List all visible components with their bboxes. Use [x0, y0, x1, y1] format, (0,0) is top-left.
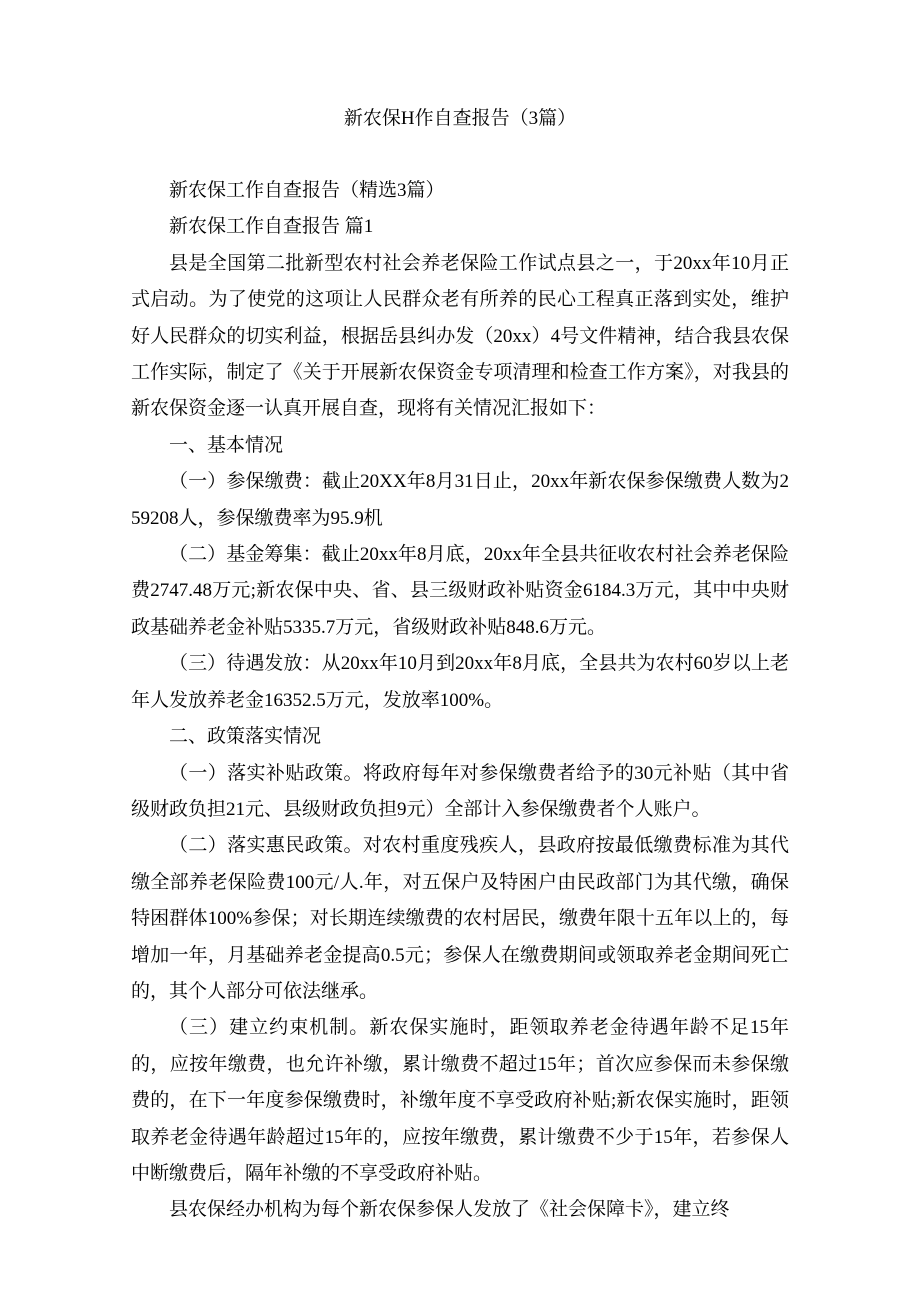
paragraph: 一、基本情况 [169, 434, 284, 456]
document-title: 新农保H作自查报告（3篇） [343, 108, 577, 129]
paragraph: （一）参保缴费：截止20XX年8月31日止，20xx年新农保参保缴费人数为259208人，参保缴费率为95.9机 [131, 471, 789, 529]
paragraph: （二）落实惠民政策。对农村重度残疾人，县政府按最低缴费标准为其代缴全部养老保险费100元/人.年，对五保户及特困户由民政部门为其代缴，确保特困群体100%参保；对长期连续缴费的农村居民，缴费年限十五年以上的，每增加一年，月基础养老金提高0.5元；参保人在缴费期间或领取养老金期间死亡的，其个人部分可依法继承。 [131, 835, 789, 1002]
paragraph: 二、政策落实情况 [169, 726, 322, 748]
paragraph: 新农保工作自查报告 篇1 [169, 216, 374, 238]
paragraph: （一）落实补贴政策。将政府每年对参保缴费者给予的30元补贴（其中省级财政负担21元、县级财政负担9元）全部计入参保缴费者个人账户。 [131, 762, 789, 820]
paragraph: 新农保工作自查报告（精选3篇） [169, 180, 445, 201]
paragraph: 县农保经办机构为每个新农保参保人发放了《社会保障卡》，建立终 [169, 1199, 730, 1221]
paragraph: （二）基金筹集：截止20xx年8月底，20xx年全县共征收农村社会养老保险费2747.48万元;新农保中央、省、县三级财政补贴资金6184.3万元，其中中央财政基础养老金补贴5335.7万元，省级财政补贴848.6万元。 [131, 544, 789, 638]
paragraph: （三）待遇发放：从20xx年10月到20xx年8月底，全县共为农村60岁以上老年人发放养老金16352.5万元，发放率100%。 [131, 653, 789, 711]
paragraph: 县是全国第二批新型农村社会养老保险工作试点县之一，于20xx年10月正式启动。为了使党的这项让人民群众老有所养的民心工程真正落到实处，维护好人民群众的切实利益，根据岳县纠办发（20xx）4号文件精神，结合我县农保工作实际，制定了《关于开展新农保资金专项清理和检查工作方案》，对我县的新农保资金逐一认真开展自查，现将有关情况汇报如下： [131, 252, 789, 420]
document-body [131, 173, 789, 1229]
paragraph: （三）建立约束机制。新农保实施时，距领取养老金待遇年龄不足15年的，应按年缴费，也允许补缴，累计缴费不超过15年；首次应参保而未参保缴费的，在下一年度参保缴费时，补缴年度不享受政府补贴;新农保实施时，距领取养老金待遇年龄超过15年的，应按年缴费，累计缴费不少于15年，若参保人中断缴费后，隔年补缴的不享受政府补贴。 [131, 1017, 789, 1184]
